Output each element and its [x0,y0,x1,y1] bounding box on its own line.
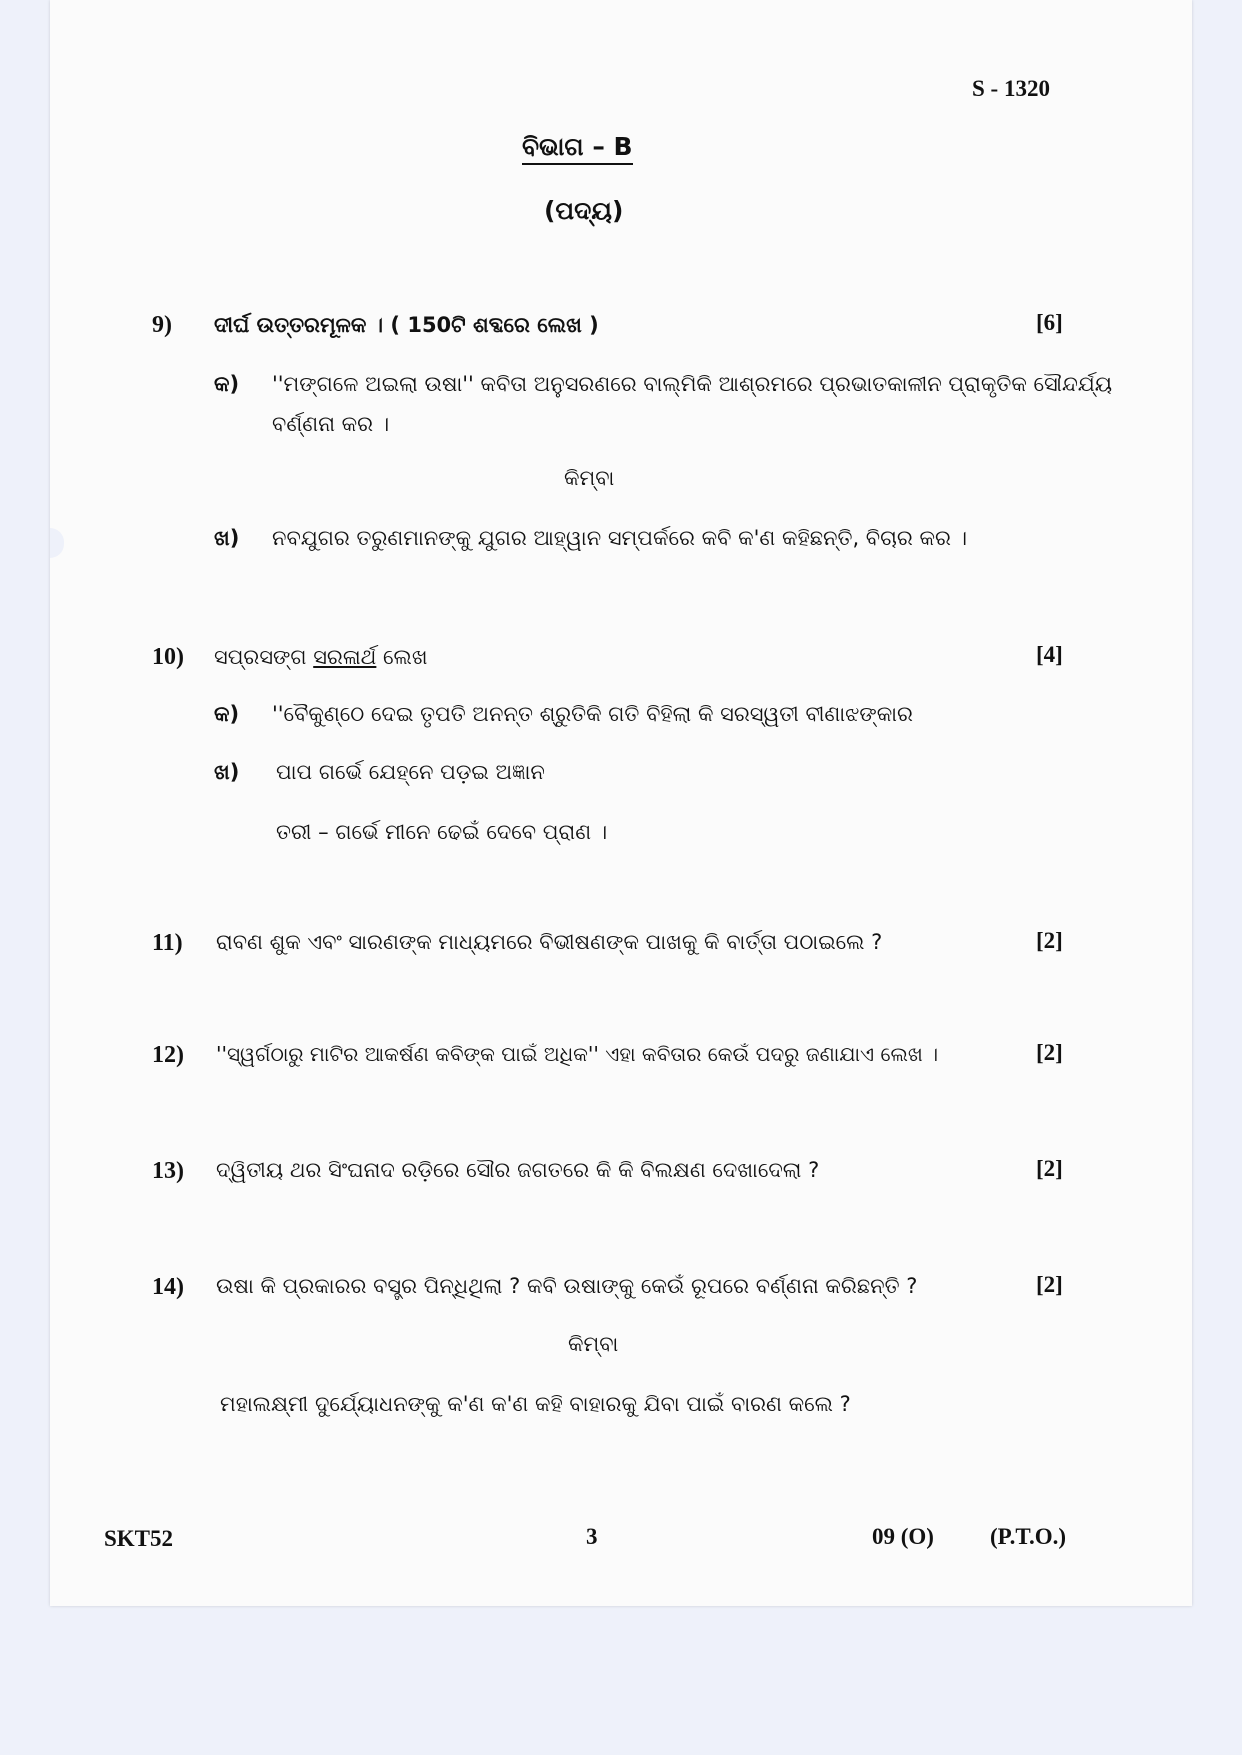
section-title: ବିଭାଗ – B [522,132,633,165]
q10-text-underlined: ସରଳାର୍ଥ [313,645,377,669]
q12-text: ''ସ୍ୱର୍ଗଠାରୁ ମାଟିର ଆକର୍ଷଣ କବିଙ୍କ ପାଇଁ ଅଧିକ'' ଏହା କବିତାର କେଉଁ ପଦରୁ ଜଣାଯାଏ ଲେଖ । [216,1042,939,1066]
q13-marks: [2] [1036,1156,1063,1181]
q9a-label: କ) [214,372,240,396]
q10b-line2: ତରୀ – ଗର୍ଭେ ମୀନେ ଢେଇଁ ଦେବେ ପ୍ରାଣ । [276,820,608,844]
q9-text: ଦୀର୍ଘ ଉତ୍ତରମୂଳକ । ( 150ଟି ଶବ୍ଦରେ ଲେଖ ) [214,313,599,337]
q10-number: 10) [152,644,184,670]
q9-marks: [6] [1036,310,1063,335]
section-subtitle: (ପଦ୍ୟ) [544,196,624,225]
q10-text-post: ଲେଖ [376,645,428,669]
q11-text: ରାବଣ ଶୁକ ଏବଂ ସାରଣଙ୍କ ମାଧ୍ୟମରେ ବିଭୀଷଣଙ୍କ ପାଖକୁ କି ବାର୍ତ୍ତା ପଠାଇଲେ ? [216,930,883,954]
q13-text: ଦ୍ୱିତୀୟ ଥର ସିଂଘନାଦ ରଡ଼ିରେ ସୌର ଜଗତରେ କି କି ବିଲକ୍ଷଣ ଦେଖାଦେଲା ? [216,1158,820,1182]
q14-alt-text: ମହାଲକ୍ଷ୍ମୀ ଦୁର୍ଯ୍ୟୋଧନଙ୍କୁ କ'ଣ କ'ଣ କହି ବାହାରକୁ ଯିବା ପାଇଁ ବାରଣ କଲେ ? [220,1392,851,1416]
q10a-text: ''ବୈକୁଣ୍ଠେ ଦେଇ ତୃପତି ଅନନ୍ତ ଶ୍ରୁତିକି ଗତି ବିହିଲା କି ସରସ୍ୱତୀ ବୀଣାଝଙ୍କାର [272,702,913,726]
pto-note: (P.T.O.) [990,1524,1067,1549]
exam-page [50,0,1192,1606]
q9a-line2: ବର୍ଣ୍ଣନା କର । [272,412,390,436]
q10a-label: କ) [214,702,240,726]
footer-series: 09 (O) [872,1524,934,1549]
q13-number: 13) [152,1158,184,1184]
q11-marks: [2] [1036,928,1063,953]
q9-number: 9) [152,312,172,338]
q10-text [214,645,428,670]
q10-text-pre: ସପ୍ରସଙ୍ଗ [214,645,314,669]
q14-number: 14) [152,1274,184,1300]
paper-code: S - 1320 [972,76,1050,101]
q10b-label: ଖ) [214,760,240,784]
page-number: 3 [586,1524,598,1549]
q11-number: 11) [152,930,183,956]
q9a-line1: ''ମଙ୍ଗଳେ ଅଇଲା ଉଷା'' କବିତା ଅନୁସରଣରେ ବାଲ୍ମିକି ଆଶ୍ରମରେ ପ୍ରଭାତକାଳୀନ ପ୍ରାକୃତିକ ସୌନ୍ଦର୍ଯ୍ୟ [272,372,1113,396]
q10-marks: [4] [1036,642,1063,667]
q12-number: 12) [152,1042,184,1068]
q9b-text: ନବଯୁଗର ତରୁଣମାନଙ୍କୁ ଯୁଗର ଆହ୍ୱାନ ସମ୍ପର୍କରେ କବି କ'ଣ କହିଛନ୍ତି, ବିଚାର କର । [272,526,968,550]
footer-code: SKT52 [104,1526,174,1551]
q14-text: ଉଷା କି ପ୍ରକାରର ବସ୍ତ୍ର ପିନ୍ଧିଥିଲା ? କବି ଉଷାଙ୍କୁ କେଉଁ ରୂପରେ ବର୍ଣ୍ଣନା କରିଛନ୍ତି ? [216,1274,918,1298]
q14-or: କିମ୍ବା [568,1332,619,1356]
q9-or: କିମ୍ବା [564,466,615,490]
q14-marks: [2] [1036,1272,1063,1297]
q10b-line1: ପାପ ଗର୍ଭେ ଯେହ୍ନେ ପଡ଼ଇ ଅଜ୍ଞାନ [276,760,545,784]
q12-marks: [2] [1036,1040,1063,1065]
q9b-label: ଖ) [214,526,240,550]
